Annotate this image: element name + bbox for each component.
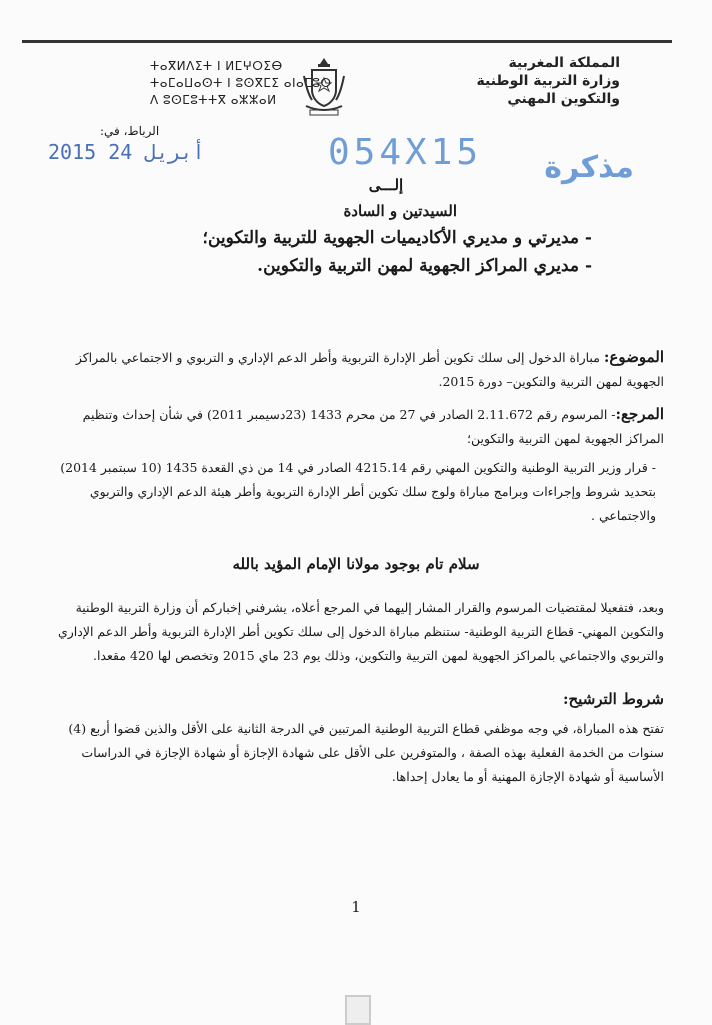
city-date-label: الرباط، في: (100, 124, 160, 138)
reference-text: - المرسوم رقم 2.11.672 الصادر في 27 من محرم 1433 (23دسيمبر 2011) في شأن إحداث وتنظيم المراكز الجهوية لمهن التربية والتكوين؛ (82, 407, 664, 446)
ministry-line: وزارة التربية الوطنية (476, 73, 620, 89)
ministry-line: المملكة المغربية (508, 55, 620, 71)
top-rule (22, 40, 672, 43)
reference-label: المرجع: (615, 405, 664, 423)
addressee-sirs: السيدتين و السادة (343, 202, 457, 220)
salutation: سلام تام بوجود مولانا الإمام المؤيد بالله (232, 555, 480, 573)
addressee-to: إلـــى (368, 176, 404, 194)
subject-label: الموضوع: (603, 348, 664, 366)
tifinagh-line: ⵜⴰⴳⵍⴷⵉⵜ ⵏ ⵍⵎⵖⵔⵉⴱ (150, 59, 283, 73)
letterhead (0, 52, 712, 122)
royal-emblem-icon (300, 56, 348, 118)
tifinagh-line: ⴷ ⵓⵙⵎⵓⵜⵜⴳ ⴰⵣⵣⴰⵍ (150, 93, 277, 107)
reference-item-2: - قرار وزير التربية الوطنية والتكوين المهني رقم 4215.14 الصادر في 14 من ذي القعدة 1435 (10 سبتمبر 2014) بتحديد شروط وإجراءات وبرامج مباراة ولوج سلك تكوين أطر الإدارة التربوية وأطر هيئة الدعم الإداري والتربوي والاجتماعي . (60, 460, 656, 523)
ministry-line: والتكوين المهني (507, 91, 620, 107)
reference-block (54, 402, 664, 451)
subject-block (54, 345, 664, 394)
conditions-paragraph: تفتح هذه المباراة، في وجه موظفي قطاع التربية الوطنية المرتبين في الدرجة الثانية على الأقل والذين قضوا أربع (4) سنوات من الخدمة الفعلية بهذه الصفة ، والمتوفرين على الأقل على شهادة الإجازة أو شهادة الإجازة في الدراسات الأساسية أو شهادة الإجازة المهنية أو ما يعادل إحداها. (68, 721, 664, 784)
recipient-line: - مديري المراكز الجهوية لمهن التربية والتكوين. (257, 256, 592, 276)
tifinagh-ministry-name (150, 58, 332, 109)
conditions-title: شروط الترشيح: (562, 690, 664, 708)
subject-text: مباراة الدخول إلى سلك تكوين أطر الإدارة التربوية وأطر الدعم الإداري و التربوي و الاجتماعي بالمراكز الجهوية لمهن التربية والتكوين– دورة 2015. (75, 350, 664, 389)
date-stamp: 2015 أبريل 24 (48, 140, 205, 164)
page-number: 1 (351, 898, 361, 916)
body-paragraph: وبعد، فتفعيلا لمقتضيات المرسوم والقرار المشار إليهما في المرجع أعلاه، يشرفني إخباركم أن وزارة التربية الوطنية والتكوين المهني- قطاع التربية الوطنية- ستنظم مباراة الدخول إلى سلك تكوين أطر الإدارة التربوية وأطر الدعم الإداري والتربوي والاجتماعي بالمراكز الجهوية لمهن التربية والتكوين، وذلك يوم 23 ماي 2015 وتخصص لها 420 مقعدا. (57, 600, 664, 663)
recipient-line: - مديرتي و مديري الأكاديميات الجهوية للتربية والتكوين؛ (202, 228, 592, 248)
memo-stamp: مذكرة (544, 150, 634, 185)
scan-mark (345, 995, 371, 1025)
ministry-name (460, 54, 620, 108)
tifinagh-line: ⵜⴰⵎⴰⵡⴰⵙⵜ ⵏ ⵓⵙⴳⵎⵉ ⴰⵏⴰⵎⵓⵔ (150, 76, 332, 90)
reference-number-stamp: 054X15 (328, 132, 483, 173)
